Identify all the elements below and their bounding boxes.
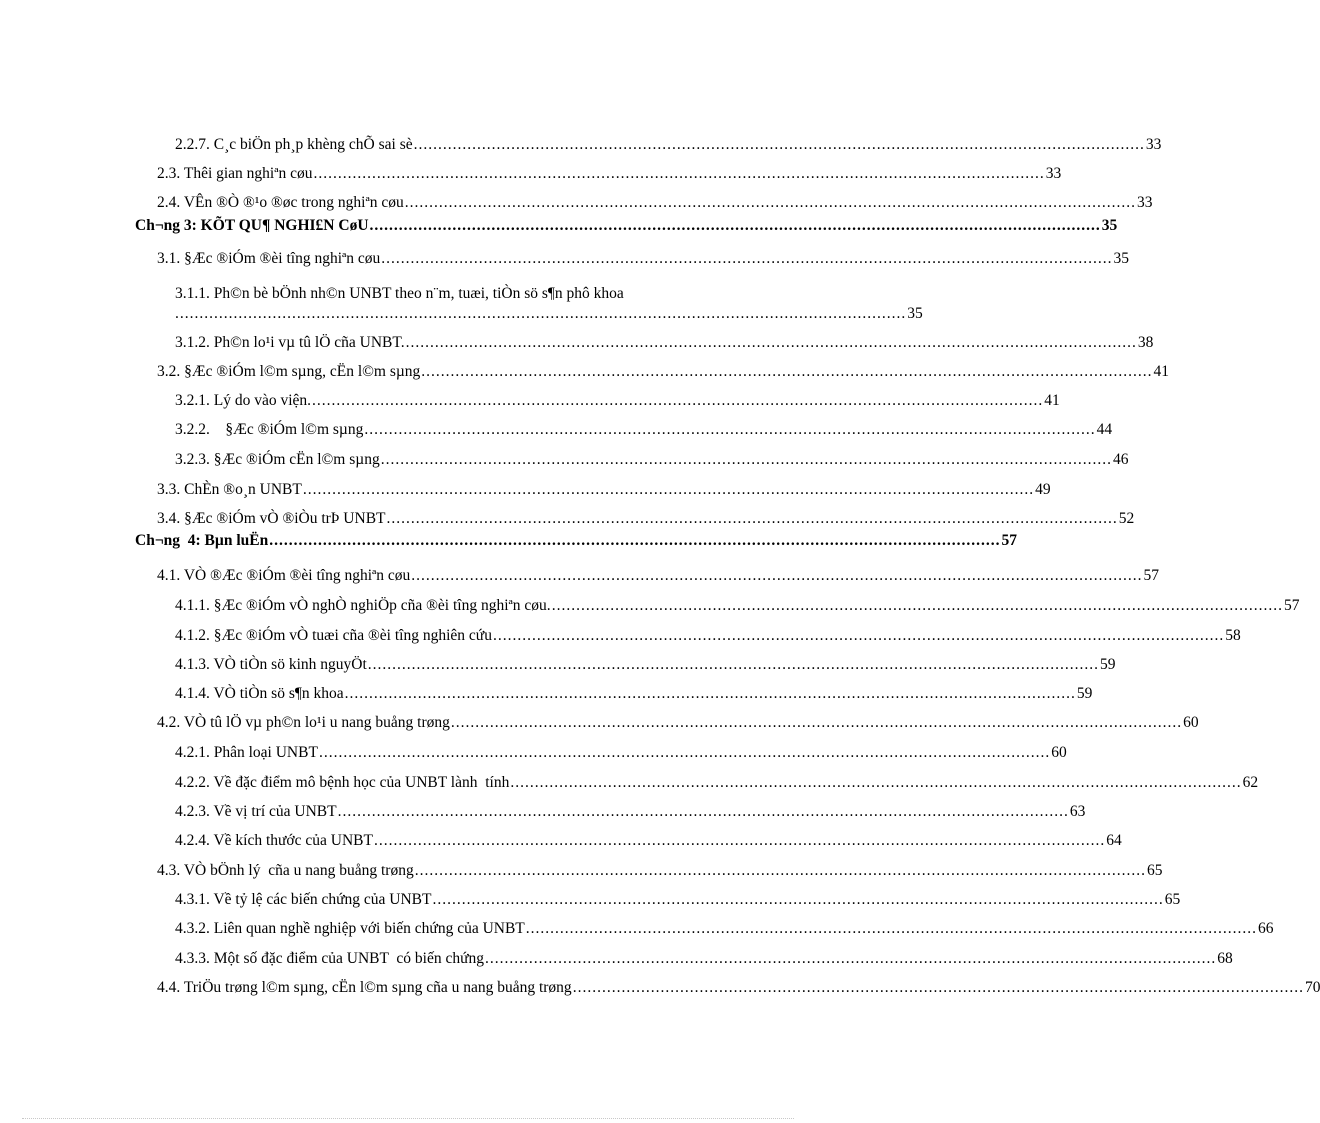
toc-page-number: 60	[1183, 714, 1199, 731]
toc-entry-2-2-7[interactable]	[175, 129, 1162, 155]
toc-chapter-4[interactable]	[135, 525, 1017, 551]
toc-leader-dots: ......................................................................................................................................................	[381, 250, 1113, 267]
toc-leader-dots: ......................................................................................................................................................	[367, 656, 1100, 673]
toc-page-number: 64	[1106, 832, 1122, 849]
toc-leader-dots: ......................................................................................................................................................	[492, 627, 1225, 644]
toc-leader-dots: ......................................................................................................................................................	[386, 510, 1118, 527]
toc-page-number: 57	[1001, 532, 1017, 549]
toc-entry-title: Ch¬ng 3: KÕT QU¶ NGHI£N CøU	[135, 217, 369, 234]
toc-entry-4-1-4[interactable]	[175, 678, 1093, 704]
toc-entry-3-1-1-continuation[interactable]	[175, 300, 923, 324]
toc-entry-title: 3.1. §Æc ®iÓm ®èi tîng nghiªn cøu	[157, 250, 381, 267]
toc-leader-dots: ......................................................................................................................................................	[269, 532, 1001, 549]
toc-entry-title: 4.3.3. Một số đặc điểm của UNBT có biến chứng	[175, 950, 485, 967]
toc-entry-4-4[interactable]	[157, 972, 1320, 998]
toc-page-number: 41	[1153, 363, 1170, 380]
toc-page-number: 66	[1258, 920, 1274, 937]
toc-entry-title: 4.2. VÒ tû lÖ vµ ph©n lo¹i u nang buång trøng	[157, 714, 450, 731]
toc-leader-dots: ......................................................................................................................................................	[380, 451, 1112, 468]
toc-page-number: 59	[1076, 685, 1093, 702]
toc-entry-title: 4.1.2. §Æc ®iÓm vÒ tuæi cña ®èi tîng nghiên cứu	[175, 627, 492, 644]
toc-leader-dots: ......................................................................................................................................................	[572, 979, 1304, 996]
toc-entry-title: 4.3.2. Liên quan nghề nghiệp với biến chứng của UNBT	[175, 920, 525, 937]
toc-leader-dots: ......................................................................................................................................................	[510, 774, 1242, 791]
toc-entry-title: 4.1.3. VÒ tiÒn sö kinh nguyÖt	[175, 656, 367, 673]
toc-entry-4-2-2[interactable]	[175, 767, 1259, 793]
toc-entry-3-2-2[interactable]	[175, 414, 1113, 440]
toc-entry-3-2[interactable]	[157, 356, 1170, 382]
toc-entry-4-2-4[interactable]	[175, 825, 1122, 851]
toc-entry-3-1[interactable]	[157, 243, 1130, 269]
toc-page-number: 46	[1112, 451, 1129, 468]
toc-page-number: 65	[1164, 891, 1181, 908]
toc-entry-4-3-3[interactable]	[175, 943, 1233, 969]
toc-page-number: 35	[1113, 250, 1130, 267]
toc-entry-title: 4.1.1. §Æc ®iÓm vÒ nghÒ nghiÖp cña ®èi tîng nghiªn cøu.	[175, 597, 551, 614]
toc-entry-title: 4.4. TriÖu trøng l©m sµng, cËn l©m sµng cña u nang buång trøng	[157, 979, 572, 996]
toc-leader-dots: ......................................................................................................................................................	[373, 832, 1106, 849]
toc-leader-dots: ......................................................................................................................................................	[551, 597, 1283, 614]
toc-entry-3-2-3[interactable]	[175, 444, 1129, 470]
toc-page-number: 33	[1045, 165, 1062, 182]
toc-leader-dots: ......................................................................................................................................................	[450, 714, 1183, 731]
toc-entry-title: 4.2.2. Về đặc điểm mô bệnh học của UNBT lành tính	[175, 774, 510, 791]
toc-entry-3-2-1[interactable]	[175, 385, 1060, 411]
toc-entry-title: 4.3. VÒ bÖnh lý cña u nang buång trøng	[157, 862, 414, 879]
toc-entry-title: 4.2.3. Về vị trí của UNBT	[175, 803, 337, 820]
toc-entry-title: 3.1.2. Ph©n lo¹i vµ tû lÖ cña UNBT.	[175, 334, 405, 351]
toc-entry-4-2-3[interactable]	[175, 796, 1086, 822]
toc-entry-4-1[interactable]	[157, 560, 1160, 586]
toc-entry-3-1-2[interactable]	[175, 327, 1154, 353]
toc-entry-4-3-1[interactable]	[175, 884, 1181, 910]
toc-leader-dots: ......................................................................................................................................................	[312, 392, 1044, 409]
toc-leader-dots: ......................................................................................................................................................	[313, 165, 1045, 182]
page-bottom-border	[22, 1118, 794, 1119]
toc-entry-title: 4.1. VÒ ®Æc ®iÓm ®èi tîng nghiªn cøu	[157, 567, 411, 584]
toc-leader-dots: ......................................................................................................................................................	[485, 950, 1217, 967]
toc-entry-title: 4.2.4. Về kích thước của UNBT	[175, 832, 373, 849]
toc-leader-dots: ......................................................................................................................................................	[175, 305, 907, 322]
toc-entry-title: 4.2.1. Phân loại UNBT	[175, 744, 318, 761]
toc-page-number: 58	[1225, 627, 1241, 644]
toc-leader-dots: ......................................................................................................................................................	[432, 891, 1164, 908]
toc-page-number: 41	[1044, 392, 1060, 409]
toc-leader-dots: ......................................................................................................................................................	[344, 685, 1076, 702]
toc-entry-4-1-3[interactable]	[175, 649, 1116, 675]
toc-entry-title: 3.2.3. §Æc ®iÓm cËn l©m sµng	[175, 451, 380, 468]
toc-page-number: 38	[1137, 334, 1154, 351]
toc-leader-dots: ......................................................................................................................................................	[414, 862, 1146, 879]
toc-entry-4-3[interactable]	[157, 855, 1163, 881]
toc-page-number: 59	[1100, 656, 1116, 673]
toc-leader-dots: ......................................................................................................................................................	[525, 920, 1258, 937]
toc-page-number: 52	[1118, 510, 1135, 527]
toc-leader-dots: ......................................................................................................................................................	[337, 803, 1069, 820]
toc-entry-4-2-1[interactable]	[175, 737, 1067, 763]
toc-leader-dots: ......................................................................................................................................................	[364, 421, 1096, 438]
toc-entry-4-3-2[interactable]	[175, 913, 1274, 939]
toc-entry-title: 2.3. Thêi gian nghiªn cøu	[157, 165, 313, 182]
toc-entry-2-3[interactable]	[157, 158, 1062, 184]
toc-chapter-3[interactable]	[135, 210, 1118, 236]
toc-leader-dots: ......................................................................................................................................................	[413, 136, 1145, 153]
toc-page-number: 70	[1304, 979, 1320, 996]
toc-entry-title: Ch¬ng 4: Bµn luËn	[135, 532, 269, 549]
toc-leader-dots: ......................................................................................................................................................	[318, 744, 1051, 761]
toc-entry-title: 3.1.1. Ph©n bè bÖnh nh©n UNBT theo n¨m, tuæi, tiÒn sö s¶n phô khoa	[175, 285, 624, 302]
toc-entry-4-1-1[interactable]	[175, 590, 1300, 616]
toc-entry-title: 4.1.4. VÒ tiÒn sö s¶n khoa	[175, 685, 344, 702]
toc-page-number: 35	[1101, 217, 1118, 234]
toc-entry-title: 4.3.1. Về tỷ lệ các biến chứng của UNBT	[175, 891, 432, 908]
toc-page-number: 35	[907, 305, 923, 322]
toc-page-number: 68	[1217, 950, 1233, 967]
toc-entry-title: 3.2.1. Lý do vào viện.	[175, 392, 312, 409]
toc-entry-4-2[interactable]	[157, 707, 1199, 733]
toc-entry-title: 3.2.2. §Æc ®iÓm l©m sµng	[175, 421, 364, 438]
toc-entry-title: 2.2.7. C¸c biÖn ph¸p khèng chÕ sai sè	[175, 136, 413, 153]
toc-page-number: 63	[1069, 803, 1086, 820]
toc-page-number: 33	[1137, 194, 1153, 211]
toc-leader-dots: ......................................................................................................................................................	[302, 481, 1035, 498]
toc-page-number: 65	[1146, 862, 1163, 879]
toc-entry-3-3[interactable]	[157, 474, 1051, 500]
toc-leader-dots: ......................................................................................................................................................	[421, 363, 1153, 380]
toc-entry-title: 3.4. §Æc ®iÓm vÒ ®iÒu trÞ UNBT	[157, 510, 386, 527]
toc-page-number: 44	[1096, 421, 1113, 438]
toc-entry-4-1-2[interactable]	[175, 620, 1241, 646]
toc-page-number: 33	[1145, 136, 1162, 153]
toc-leader-dots: ......................................................................................................................................................	[404, 194, 1136, 211]
toc-page-number: 57	[1283, 597, 1300, 614]
toc-entry-title: 2.4. VÊn ®Ò ®¹o ®øc trong nghiªn cøu	[157, 194, 404, 211]
toc-leader-dots: ......................................................................................................................................................	[405, 334, 1137, 351]
toc-page-number: 57	[1143, 567, 1160, 584]
toc-leader-dots: ......................................................................................................................................................	[369, 217, 1101, 234]
toc-page-number: 49	[1035, 481, 1051, 498]
toc-leader-dots: ......................................................................................................................................................	[411, 567, 1143, 584]
toc-entry-title: 3.3. ChÈn ®o¸n UNBT	[157, 481, 302, 498]
toc-entry-title: 3.2. §Æc ®iÓm l©m sµng, cËn l©m sµng	[157, 363, 421, 380]
toc-page-number: 62	[1242, 774, 1259, 791]
toc-page-number: 60	[1051, 744, 1067, 761]
